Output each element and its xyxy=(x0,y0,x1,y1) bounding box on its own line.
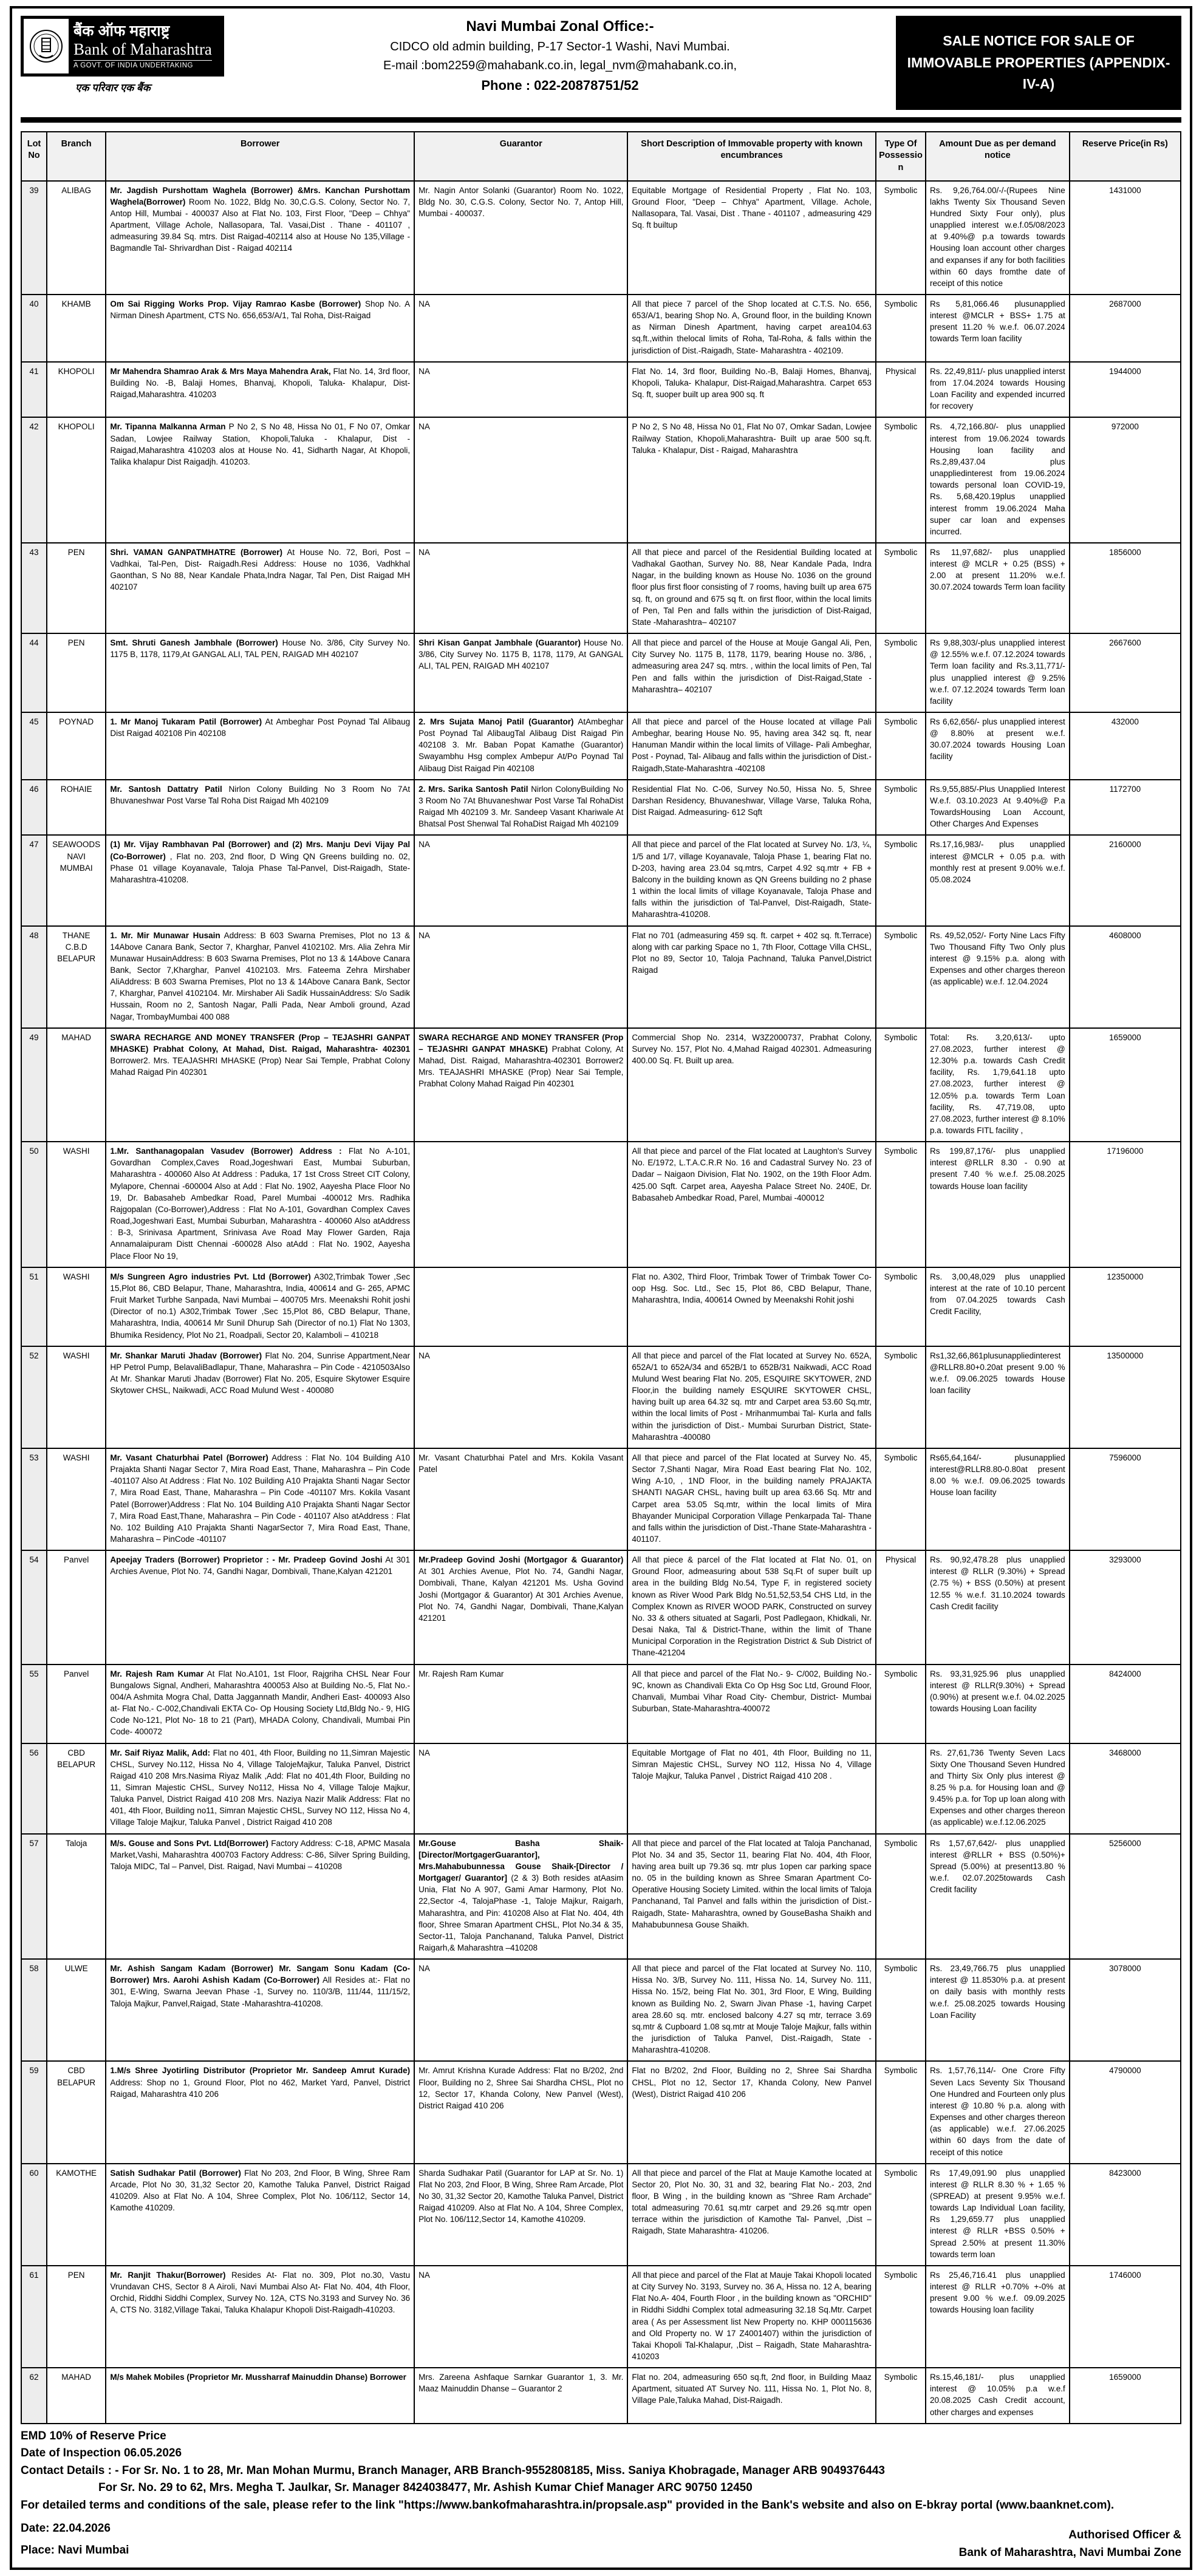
reserve-price-cell: 2687000 xyxy=(1070,295,1181,362)
branch-cell: Panvel xyxy=(47,1665,106,1743)
guarantor-cell xyxy=(414,1267,627,1346)
possession-type-cell: Symbolic xyxy=(876,2266,926,2368)
table-row xyxy=(21,417,1181,543)
property-description-cell: All that piece and parcel of the House located at village Pali Ambeghar, bearing House No. 95, having area 342 sq. ft, near Hanuman Mandir within the local limits of Village- Pali Ambeghar, Post - Poynad, Tal- Alibaug and falls within the jurisdiction of Dist.-Raigadh,State-Maharashtra -402108 xyxy=(627,712,876,780)
lot-number-cell: 54 xyxy=(21,1550,47,1664)
amount-due-cell: Rs. 93,31,925.96 plus unapplied interest @ RLLR(9.30%) + Spread (0.90%) at present w.e.f. 04.02.2025 towards Housing Loan facility xyxy=(926,1665,1070,1743)
reserve-price-cell: 3078000 xyxy=(1070,1959,1181,2061)
amount-due-cell: Rs65,64,164/- plusunapplied interest@RLLR8.80-0.80at present 8.00 % w.e.f. 09.06.2025 towards House loan facility xyxy=(926,1448,1070,1550)
branch-cell: KHOPOLI xyxy=(47,362,106,418)
amount-due-cell: Rs. 23,49,766.75 plus unapplied interest @ 11.8530% p.a. at present on daily basis with monthly rests w.e.f. 25.08.2025 towards Housing Loan Facility xyxy=(926,1959,1070,2061)
amount-due-cell: Rs.17,16,983/- plus unapplied interest @MCLR + 0.05 p.a. with monthly rest at present 9.00% w.e.f. 05.08.2024 xyxy=(926,835,1070,925)
footer-bottom xyxy=(21,2518,1181,2561)
guarantor-cell: Mr. Amrut Krishna Kurade Address: Flat no B/202, 2nd Floor, Building no 2, Shree Sai Shardha CHSL, Plot no 12, Sector 17, Khanda Colony, New Panvel (West), District Raigad 410 206 xyxy=(414,2061,627,2163)
borrower-cell: M/s Sungreen Agro industries Pvt. Ltd (Borrower) A302,Trimbak Tower ,Sec 15,Plot 86, CBD Belapur, Thane, Maharashtra, India, 400614 and G- 265, APMC Fruit Market Turbhe Sanpada, Navi Mumbai – 400705 Mrs. Meenakshi Rohit joshi (Director of no.1) A302,Trimbak Tower ,Sec 15,Plot 86, CBD Belapur, Thane, Maharashtra, India, 400614 Mr Sunil Dhurup Sah (Director of no.1) Flat No 1303, Bhumika Residency, Plot No 21, Roadpali, Sector 20, Kalamboli – 410218 xyxy=(106,1267,414,1346)
property-description-cell: All that piece and parcel of the Flat located at Taloja Panchanad, Plot No. 34 and 35, Sector 11, bearing Flat No. 404, 4th Floor, having area built up 79.36 sq. mtr plus 1open car parking space no. 05 in the building known as Shree Smaran Apartment Co-Operative Housing Society Limited. within the local limits of Taloja Panchanand, Tal Panvel and falls within the jurisdiction of Dist.-Raigadh, State- Maharashtra, owned by GouseBasha Shaikh and Mahabubunnesa Gouse Shaikh. xyxy=(627,1834,876,1960)
borrower-cell: Mr. Tipanna Malkanna Arman P No 2, S No 48, Hissa No 01, F No 07, Omkar Sadan, Lowjee Railway Station, Khopoli,Taluka - Khalapur, Dist - Raigad,Maharashtra 410203 alos at House No. 41, Sidharth Nagar, At Khopoli, Talika khalapur Dist Raigadjh. 410203. xyxy=(106,417,414,543)
possession-type-cell: Symbolic xyxy=(876,926,926,1028)
reserve-price-cell: 8423000 xyxy=(1070,2164,1181,2266)
guarantor-cell: NA xyxy=(414,1743,627,1834)
reserve-price-cell: 1659000 xyxy=(1070,1028,1181,1142)
branch-cell: KHAMB xyxy=(47,295,106,362)
lot-number-cell: 42 xyxy=(21,417,47,543)
guarantor-cell: Mr. Nagin Antor Solanki (Guarantor) Room No. 1022, Bldg No. 30, C.G.S. Colony, Sector No. 7, Antop Hill, Mumbai - 400037. xyxy=(414,181,627,295)
borrower-cell: Apeejay Traders (Borrower) Proprietor : - Mr. Pradeep Govind Joshi At 301 Archies Avenue, Plot No. 74, Gandhi Nagar, Dombivali, Thane,Kalyan 421201 xyxy=(106,1550,414,1664)
date-place-block xyxy=(21,2518,129,2561)
amount-due-cell: Rs 5,81,066.46 plusunapplied interest @MCLR + BSS+ 1.75 at present 11.20 % w.e.f. 06.07.2024 towards Term loan facility xyxy=(926,295,1070,362)
reserve-price-cell: 4790000 xyxy=(1070,2061,1181,2163)
table-row xyxy=(21,633,1181,712)
branch-cell: PEN xyxy=(47,543,106,633)
lot-number-cell: 41 xyxy=(21,362,47,418)
amount-due-cell: Rs 25,46,716.41 plus unapplied interest @ RLLR +0.70% +-0% at present 9.00 % w.e.f. 09.09.2025 towards Housing loan facility xyxy=(926,2266,1070,2368)
reserve-price-cell: 432000 xyxy=(1070,712,1181,780)
table-row xyxy=(21,362,1181,418)
lot-number-cell: 39 xyxy=(21,181,47,295)
branch-cell: POYNAD xyxy=(47,712,106,780)
reserve-price-cell: 972000 xyxy=(1070,417,1181,543)
table-row xyxy=(21,712,1181,780)
notice-date: Date: 22.04.2026 xyxy=(21,2522,111,2535)
lot-number-cell: 50 xyxy=(21,1142,47,1267)
notice-title-line2: IMMOVABLE PROPERTIES (APPENDIX-IV-A) xyxy=(907,54,1170,92)
sale-table xyxy=(21,131,1181,2424)
amount-due-cell: Rs1,32,66,861plusunappliedinterest@RLLR8.80+0.20at present 9.00 % w.e.f. 09.06.2025 towards House loan facility xyxy=(926,1346,1070,1448)
reserve-price-cell: 1746000 xyxy=(1070,2266,1181,2368)
bank-tagline: एक परिवार एक बैंक xyxy=(75,82,151,94)
possession-type-cell: Symbolic xyxy=(876,2368,926,2424)
amount-due-cell: Total: Rs. 3,20,613/- upto 27.08.2023, further interest @ 12.30% p.a. towards Cash Credit facility, Rs. 1,79,641.18 upto 27.08.2023, further interest @ 12.05% p.a. towards Term Loan facility, Rs. 47,719.08, upto 27.08.2023, further interest @ 8.10% p.a. towards FITL facility , xyxy=(926,1028,1070,1142)
office-phone: Phone : 022-20878751/52 xyxy=(481,78,639,93)
borrower-cell: Shri. VAMAN GANPATMHATRE (Borrower) At House No. 72, Bori, Post –Vadhkai, Tal-Pen, Dist- Raigadh.Resi Address: House no 1036, Vadhkhal Gaonthan, S No 88, Near Kandale Phata,Indra Nagar, Tal Pen, Dist Raigad MH 402107 xyxy=(106,543,414,633)
reserve-price-cell: 1659000 xyxy=(1070,2368,1181,2424)
office-info xyxy=(235,16,885,94)
contact-details-line2: For Sr. No. 29 to 62, Mrs. Megha T. Jaulkar, Sr. Manager 8424038477, Mr. Ashish Kumar Chief Manager ARC 90750 12450 xyxy=(98,2481,753,2495)
bank-name-hindi: बैंक ऑफ महाराष्ट्र xyxy=(73,22,170,40)
lot-number-cell: 55 xyxy=(21,1665,47,1743)
branch-cell: Panvel xyxy=(47,1550,106,1664)
borrower-cell: Mr. Ranjit Thakur(Borrower) Resides At- Flat no. 309, Plot no.30, Vastu Vrundavan CHS, Sector 8 A Airoli, Navi Mumbai Also At- Flat No. 404, 4th Floor, Orchid, Riddhi Siddhi Complex, Survey No. 12A, CTS No.3193 and Survey No. 36 A, CTS No. 3182,Village Takai, Taluka Khalapur Khopoli Dist-Raigadh-410203. xyxy=(106,2266,414,2368)
reserve-price-cell: 7596000 xyxy=(1070,1448,1181,1550)
col-header-lot: Lot No xyxy=(21,132,47,181)
property-description-cell: All that piece and parcel of the Flat located at Laughton's Survey No. E/1972, L.T.A.C.R.R No. 16 and Cadastral Survey No. 23 of Dadar – Naigaon Division, Flat No. 1902, on the 19th Floor Adm. 425.00 Sqft. Carpet area, Aayesha Palace Street No. 240E, Dr. Babasaheb Ambedkar Road, Parel, Mumbai -400012 xyxy=(627,1142,876,1267)
table-row xyxy=(21,2368,1181,2424)
lot-number-cell: 44 xyxy=(21,633,47,712)
amount-due-cell: Rs. 22,49,811/- plus unapplied interst from 17.04.2024 towards Housing Loan Facility and expended incurred for recovery xyxy=(926,362,1070,418)
guarantor-cell: NA xyxy=(414,1346,627,1448)
reserve-price-cell: 2667600 xyxy=(1070,633,1181,712)
property-description-cell: Flat No. 14, 3rd floor, Building No.-B, Balaji Homes, Bhanvaj, Khopoli, Taluka- Khalapur, Dist-Raigad,Maharashtra. Carpet 653 Sq. ft, suoper built up area 900 sq. ft xyxy=(627,362,876,418)
property-description-cell: All that piece 7 parcel of the Shop located at C.T.S. No. 656, 653/A/1, bearing Shop No. A, Ground floor, in the building Known as Nirman Dinesh Apartment, having carpet area104.63 sq.ft.,within thelocal limits of Roha, Tal-Roha, & falls within the jurisdiction of Dist.-Raigadh, State- Maharashtra - 402109. xyxy=(627,295,876,362)
branch-cell: WASHI xyxy=(47,1448,106,1550)
sale-notice-page xyxy=(10,6,1192,2570)
property-description-cell: P No 2, S No 48, Hissa No 01, Flat No 07, Omkar Sadan, Lowjee Railway Station, Khopoli,Maharashtra- Built up arae 500 sq.ft. Taluka - Khalapur, Dist - Raigad, Maharashtra xyxy=(627,417,876,543)
amount-due-cell: Rs 17,49,091.90 plus unapplied interest @ RLLR 8.30 % + 1.65 % (SPREAD) at present 9.95% w.e.f. towards Lap Individual Loan facility, Rs 1,29,659.77 plus unapplied interest @ RLLR +BSS 0.50% + Spread 2.50% at present 11.30% towards term loan xyxy=(926,2164,1070,2266)
guarantor-cell: 2. Mrs Sujata Manoj Patil (Guarantor) AtAmbeghar Post Poynad Tal AlibaugTal Alibaug Dist Raigad Pin 402108 3. Mr. Baban Popat Kamathe (Guarantor) Swayambhu Hsg complex Ambepur At/Po Poynad Tal Alibaug Dist Raigad Pin 402108 xyxy=(414,712,627,780)
borrower-cell: Mr. Jagdish Purshottam Waghela (Borrower) &Mrs. Kanchan Purshottam Waghela(Borrower) Room No. 1022, Bldg No. 30,C.G.S. Colony, Sector No. 7, Antop Hill, Mumbai - 400037 Also at Flat No. 103, First Floor, "Deep – Chhya" Apartment, Village Achole, Nallasopara, Tal. Vasai,Dist . Thane - 401107 , admeasuring 39.84 Sq. mtrs. Dist Raigad-402114 also at House No 135,Village - Bagmandle Tal- Shrivardhan Dist - Raigad 402114 xyxy=(106,181,414,295)
guarantor-cell: Mr.Pradeep Govind Joshi (Mortgagor & Guarantor) At 301 Archies Avenue, Plot No. 74, Gandhi Nagar, Dombivali, Thane, Kalyan 421201 Ms. Usha Govind Joshi (Mortgagor & Guarantor) At 301 Archies Avenue, Plot No. 74, Gandhi Nagar, Dombivali, Thane,Kalyan 421201 xyxy=(414,1550,627,1664)
bank-subtitle: A GOVT. OF INDIA UNDERTAKING xyxy=(73,60,212,69)
lot-number-cell: 62 xyxy=(21,2368,47,2424)
branch-cell: MAHAD xyxy=(47,1028,106,1142)
lot-number-cell: 53 xyxy=(21,1448,47,1550)
possession-type-cell xyxy=(876,1743,926,1834)
amount-due-cell: Rs 199,87,176/- plus unapplied interest @RLLR 8.30 - 0.90 at present 7.40 % w.e.f. 25.08.2025 towards House loan facility xyxy=(926,1142,1070,1267)
borrower-cell: Om Sai Rigging Works Prop. Vijay Ramrao Kasbe (Borrower) Shop No. A Nirman Dinesh Apartment, CTS No. 656,653/A/1, Tal Roha, Dist-Raigad xyxy=(106,295,414,362)
property-description-cell: Equitable Mortgage of Flat no 401, 4th Floor, Building no 11, Simran Majestic CHSL, Survey NO 112, Hissa No 4, Village Taloje Majkur, Taluka Panvel , District Raigad 410 208 . xyxy=(627,1743,876,1834)
possession-type-cell: Symbolic xyxy=(876,1665,926,1743)
borrower-cell: Satish Sudhakar Patil (Borrower) Flat No 203, 2nd Floor, B Wing, Shree Ram Arcade, Plot No 30, 31,32 Sector 20, Kamothe Taluka Panvel, District Raigad 410209. Also at Flat No. A 104, Shree Complex, Plot No. 106/112, Sector 14, Kamothe 410209. xyxy=(106,2164,414,2266)
borrower-cell: Mr. Rajesh Ram Kumar At Flat No.A101, 1st Floor, Rajgriha CHSL Near Four Bungalows Signal, Andheri, Maharashtra 400053 Also at Building No.-5, Flat No.- 004/A Ashmita Mogra Chal, Datta Jaggannath Mandir, Andheri East- 400093 Also at- Flat No.- C-002,Chandivali EKTA Co- Op Housing Society Ltd,Bldg No.- 9, HIG Code No-121, Plot No- 18 to 21 (Part), MHADA Colony, Chandivali, Mumbai Pin Code- 400072 xyxy=(106,1665,414,1743)
property-description-cell: All that piece and parcel of the Flat at Mauje Kamothe located at Sector 20, Plot No. 30, 31 and 32, bearing Flat No.- 203, 2nd floor, B Wing , in the building known as "Shree Ram Archade" total admeasuring 70.61 sq.mtr carpet and 29.26 sq.mtr open terrace within the jurisdiction of Kamothe Tal- Panvel, ,Dist – Raigadh, State Maharashtra- 410206. xyxy=(627,2164,876,2266)
col-header-guarantor: Guarantor xyxy=(414,132,627,181)
terms-note: For detailed terms and conditions of the sale, please refer to the link "https://www.bankofmaharashtra.in/propsale.asp" provided in the Bank's website and also on E-bkray portal (www.baanknet.com). xyxy=(21,2498,1115,2512)
col-header-borrower: Borrower xyxy=(106,132,414,181)
notice-place: Place: Navi Mumbai xyxy=(21,2544,129,2557)
property-description-cell: Flat no 701 (admeasuring 459 sq. ft. carpet + 402 sq. ft.Terrace) along with car parking Space no 1, 7th Floor, Cottage Villa CHSL, Plot no 89, Sector 10, Taloja Pachnand, Taluka Panvel,District Raigad xyxy=(627,926,876,1028)
bank-logo-block xyxy=(21,16,224,94)
amount-due-cell: Rs. 9,26,764.00/-/-(Rupees Nine lakhs Twenty Six Thousand Seven Hundred Sixty Four only), plus unapplied interest w.e.f.05/08/2023 at 9.40%@ p.a towards towards Housing loan account other charges and expanses if any for both facilities within 60 days fromthe date of receipt of this notice xyxy=(926,181,1070,295)
bank-emblem-icon xyxy=(24,19,69,73)
lot-number-cell: 59 xyxy=(21,2061,47,2163)
table-row xyxy=(21,2061,1181,2163)
guarantor-cell: Mr. Vasant Chaturbhai Patel and Mrs. Kokila Vasant Patel xyxy=(414,1448,627,1550)
amount-due-cell: Rs.15,46,181/- plus unapplied interest @ 10.05% p.a w.e.f 20.08.2025 Cash Credit account, other charges and expenses xyxy=(926,2368,1070,2424)
amount-due-cell: Rs. 49,52,052/- Forty Nine Lacs Fifty Two Thousand Fifty Two Only plus interest @ 9.15% p.a. along with Expenses and other charges thereon (as applicable) w.e.f. 12.04.2024 xyxy=(926,926,1070,1028)
reserve-price-cell: 1944000 xyxy=(1070,362,1181,418)
amount-due-cell: Rs. 27,61,736 Twenty Seven Lacs Sixty One Thousand Seven Hundred and Thirty Six Only plus interest @ 8.25 % p.a. for Housing loan and @ 9.45% p.a. for Top up loan along with Expenses and other charges thereon (as applicable) w.e.f.12.06.2025 xyxy=(926,1743,1070,1834)
possession-type-cell: Symbolic xyxy=(876,417,926,543)
sale-table-body xyxy=(21,181,1181,2424)
guarantor-cell xyxy=(414,1142,627,1267)
property-description-cell: All that piece and parcel of the Flat located at Survey No. 1/3, ¼, 1/5 and 1/7, village Koyanavale, Taloja Phase 1, bearing Flat no. D-203, having area 23.04 sq.mtrs, Carpet 4.92 sq.mtr + FB + Balcony in the building known as QN Greens building no 2 phase 1 within the local limits of village Koyanavale, Taloja Phase and falls within the jurisdiction of Tal-Panvel, Dist-Raigadh, State- Maharashtra-410208. xyxy=(627,835,876,925)
branch-cell: KHOPOLI xyxy=(47,417,106,543)
property-description-cell: All that piece and parcel of the House at Mouje Gangal Ali, Pen, City Survey No. 1175 B, 1178, 1179, bearing House no. 3/86, , admeasuring area 247 sq. mtrs. , within the local limits of Pen, Tal Pen and falls within the jurisdiction of Dist-Raigad,State -Maharashtra– 402107 xyxy=(627,633,876,712)
possession-type-cell: Symbolic xyxy=(876,1346,926,1448)
guarantor-cell: NA xyxy=(414,926,627,1028)
amount-due-cell: Rs. 4,72,166.80/- plus unapplied interest from 19.06.2024 towards Housing loan facility and Rs.2,89,437.04 plus unappliedinterest from 19.06.2024 towards personal loan COVID-19, Rs. 5,68,420.19plus unapplied interest fromm 19.06.2024 Maha super car loan and expenses incurred. xyxy=(926,417,1070,543)
table-row xyxy=(21,543,1181,633)
table-row xyxy=(21,1028,1181,1142)
possession-type-cell: Symbolic xyxy=(876,543,926,633)
amount-due-cell: Rs. 3,00,48,029 plus unapplied interest at the rate of 10.10 percent from 07.04.2025 towards Cash Credit Facility, xyxy=(926,1267,1070,1346)
guarantor-cell: NA xyxy=(414,2266,627,2368)
branch-cell: SEAWOODS NAVI MUMBAI xyxy=(47,835,106,925)
guarantor-cell: Shri Kisan Ganpat Jambhale (Guarantor) House No. 3/86, City Survey No. 1175 B, 1178, 1179, At GANGAL ALI, TAL PEN, RAIGAD MH 402107 xyxy=(414,633,627,712)
guarantor-cell: NA xyxy=(414,417,627,543)
guarantor-cell: NA xyxy=(414,835,627,925)
col-header-amount: Amount Due as per demand notice xyxy=(926,132,1070,181)
page-header xyxy=(21,16,1181,110)
table-row xyxy=(21,1142,1181,1267)
table-row xyxy=(21,1743,1181,1834)
possession-type-cell: Physical xyxy=(876,1550,926,1664)
possession-type-cell: Symbolic xyxy=(876,2061,926,2163)
reserve-price-cell: 2160000 xyxy=(1070,835,1181,925)
table-row xyxy=(21,1346,1181,1448)
possession-type-cell: Symbolic xyxy=(876,2164,926,2266)
borrower-cell: 1. Mr Manoj Tukaram Patil (Borrower) At Ambeghar Post Poynad Tal Alibaug Dist Raigad 402108 Pin 402108 xyxy=(106,712,414,780)
property-description-cell: Equitable Mortgage of Residential Property , Flat No. 103, Ground Floor, "Deep – Chhya" Apartment, Village. Achole, Nallasopara, Tal. Vasai, Dist . Thane - 401107 , admeasuring 429 Sq. ft builtup xyxy=(627,181,876,295)
possession-type-cell: Symbolic xyxy=(876,1959,926,2061)
possession-type-cell: Symbolic xyxy=(876,835,926,925)
reserve-price-cell: 1856000 xyxy=(1070,543,1181,633)
reserve-price-cell: 8424000 xyxy=(1070,1665,1181,1743)
guarantor-cell: NA xyxy=(414,295,627,362)
bank-logo xyxy=(21,16,224,77)
reserve-price-cell: 12350000 xyxy=(1070,1267,1181,1346)
table-row xyxy=(21,1550,1181,1664)
lot-number-cell: 57 xyxy=(21,1834,47,1960)
notice-title xyxy=(896,16,1181,110)
branch-cell: WASHI xyxy=(47,1346,106,1448)
table-row xyxy=(21,295,1181,362)
branch-cell: KAMOTHE xyxy=(47,2164,106,2266)
amount-due-cell: Rs 6,62,656/- plus unapplied interest @ 8.80% at present w.e.f. 30.07.2024 towards Housing Loan facility xyxy=(926,712,1070,780)
possession-type-cell: Symbolic xyxy=(876,1448,926,1550)
col-header-branch: Branch xyxy=(47,132,106,181)
lot-number-cell: 48 xyxy=(21,926,47,1028)
amount-due-cell: Rs 11,97,682/- plus unapplied interest @ MCLR + 0.25 (BSS) + 2.00 at present 11.20% w.e.f. 30.07.2024 towards Term loan facility xyxy=(926,543,1070,633)
lot-number-cell: 43 xyxy=(21,543,47,633)
property-description-cell: All that piece and parcel of the Flat No.- 9- C/002, Building No.- 9C, known as Chandivali Ekta Co Op Hsg Soc Ltd, Ground Floor, Chanvali, Mumbai Vihar Road City- Chembur, District- Mumbai Suburban, State-Maharashtra-400072 xyxy=(627,1665,876,1743)
bank-name: Bank of Maharashtra xyxy=(73,39,212,58)
borrower-cell: (1) Mr. Vijay Rambhavan Pal (Borrower) and (2) Mrs. Manju Devi Vijay Pal (Co-Borrower) , Flat no. 203, 2nd floor, D Wing QN Greens building no. 02, Phase 01 village Koyanavale, Taloja Phase Tal-Panvel, Dist-Raigadh, State- Maharashtra-410208. xyxy=(106,835,414,925)
possession-type-cell: Symbolic xyxy=(876,633,926,712)
lot-number-cell: 45 xyxy=(21,712,47,780)
branch-cell: WASHI xyxy=(47,1142,106,1267)
table-row xyxy=(21,181,1181,295)
signature-block xyxy=(959,2527,1181,2561)
lot-number-cell: 51 xyxy=(21,1267,47,1346)
table-row xyxy=(21,1267,1181,1346)
emd-note: EMD 10% of Reserve Price xyxy=(21,2429,166,2442)
possession-type-cell: Symbolic xyxy=(876,1834,926,1960)
possession-type-cell: Symbolic xyxy=(876,181,926,295)
borrower-cell: Mr. Saif Riyaz Malik, Add: Flat no 401, 4th Floor, Building no 11,Simran Majestic CHSL, Survey No.112, Hissa No 4, Village TalojeMajkur, Taluka Panvel, District Raigad 410 208 Mrs.Nasima Riyaz Malik ,Add: Flat no 401,4th Floor, Building no 11, Simran Majestic CHSL, Survey No112, Hissa No 4, Village Taloje Majkur, Taluka Panvel, District Raigad 410 208 Mrs. Naziya Nazir Malik Address: Flat no 401, 4th Floor, Building no11, Simran Majestic CHSL, Survey NO 112, Hissa No 4, Village Taloje Majkur, Taluka Panvel , District Raigad 410 208 xyxy=(106,1743,414,1834)
signature-line1: Authorised Officer & xyxy=(1068,2529,1181,2542)
possession-type-cell: Symbolic xyxy=(876,295,926,362)
possession-type-cell: Symbolic xyxy=(876,1142,926,1267)
branch-cell: PEN xyxy=(47,2266,106,2368)
property-description-cell: Residential Flat No. C-06, Survey No.50, Hissa No. 5, Shree Darshan Residency, Bhuvaneshwar, Village Varse, Taluka Roha, Dist Raigad. Admeasuring- 612 Sqft xyxy=(627,780,876,836)
lot-number-cell: 56 xyxy=(21,1743,47,1834)
property-description-cell: Flat no. 204, admeasuring 650 sq.ft, 2nd floor, in Building Maaz Apartment, situated AT Survey No. 111, Hissa No. 1, Plot No. 8, Village Pale,Taluka Mahad, Dist-Raigadh. xyxy=(627,2368,876,2424)
property-description-cell: All that piece and parcel of the Flat at Mauje Takai Khopoli located at City Survey No. 3193, Survey no. 36 A, Hissa no. 12 A, bearing Flat No.A- 404, Fourth Floor , in the building known as "ORCHID" in Riddhi Siddhi Complex total admeasuring 32.18 Sq.Mtr. Carpet area ( As per Assessment list New Property no. KHP 000115636 and Old Property no. W 17 Z4001407) within the jurisdiction of Takai Khopoli Tal-Khalapur, ,Dist – Raigadh, State Maharashtra- 410203 xyxy=(627,2266,876,2368)
amount-due-cell: Rs.9,55,885/-Plus Unapplied Interest W.e.f. 03.10.2023 At 9.40%@ P.a TowardsHousing Loan Account, Other Charges And Expenses xyxy=(926,780,1070,836)
branch-cell: PEN xyxy=(47,633,106,712)
property-description-cell: Commercial Shop No. 2314, W3Z2000737, Prabhat Colony, Survey No. 157, Plot No. 4,Mahad Raigad 402301. Admeasuring 400.00 Sq. Ft. Built up area. xyxy=(627,1028,876,1142)
col-header-possession: Type Of Possession xyxy=(876,132,926,181)
table-row xyxy=(21,1448,1181,1550)
table-header-row xyxy=(21,132,1181,181)
amount-due-cell: Rs 1,57,67,642/- plus unapplied interest @RLLR + BSS (0.50%)+ Spread (5.00%) at present13.80 % w.e.f. 02.07.2025towards Cash Credit facility xyxy=(926,1834,1070,1960)
borrower-cell: 1.M/s Shree Jyotirling Distributor (Proprietor Mr. Sandeep Amrut Kurade) Address: Shop no 1, Ground Floor, Plot no 462, Market Yard, Panvel, District Raigad, Maharashtra 410 206 xyxy=(106,2061,414,2163)
guarantor-cell: SWARA RECHARGE AND MONEY TRANSFER (Prop – TEJASHRI GANPAT MHASKE) Prabhat Colony, At Mahad, Dist. Raigad, Maharashtra-402301 Borrower2 Mrs. TEAJASHRI MHASKE (Prop) Near Sai Temple, Prabhat Colony Mahad Raigad Pin 402301 xyxy=(414,1028,627,1142)
reserve-price-cell: 4608000 xyxy=(1070,926,1181,1028)
branch-cell: THANE C.B.D BELAPUR xyxy=(47,926,106,1028)
lot-number-cell: 46 xyxy=(21,780,47,836)
amount-due-cell: Rs 9,88,303/-plus unapplied interest @ 12.55% w.e.f. 07.12.2024 towards Term loan facility and Rs.3,11,771/- plus unapplied interest @ 9.25% w.e.f. 07.12.2024 towards Term loan facility xyxy=(926,633,1070,712)
borrower-cell: 1.Mr. Santhanagopalan Vasudev (Borrower) Address : Flat No A-101, Govardhan Complex,Caves Road,Jogeshwari East, Mumbai Suburban, Maharashtra - 400060 Also At Address : Paduka, 17 1st Cross Street CIT Colony, Mylapore, Chennai -600004 Also at Add : Flat No. 1902, Aayesha Place Floor No 19, Dr. Babasaheb Ambedkar Road, Parel Mumbai -400012 Mrs. Radhika Rajgopalan (Co-Borrower),Address : Flat No A-101, Govardhan Complex Caves Road,Jogeshwari East, Mumbai Suburban, Maharashtra - 400060 Also atAddress : B-3, Srinivasa Apartment, Srinivasa Ave Road May Flower Garden, Raja Annamalaipuram Distt Chennai -600028 Also atAdd : Flat No. 1902, Aayesha Place Floor No 19, xyxy=(106,1142,414,1267)
lot-number-cell: 52 xyxy=(21,1346,47,1448)
reserve-price-cell: 17196000 xyxy=(1070,1142,1181,1267)
borrower-cell: M/s Mahek Mobiles (Proprietor Mr. Mussharraf Mainuddin Dhanse) Borrower xyxy=(106,2368,414,2424)
inspection-date: Date of Inspection 06.05.2026 xyxy=(21,2447,182,2460)
reserve-price-cell: 13500000 xyxy=(1070,1346,1181,1448)
reserve-price-cell: 1431000 xyxy=(1070,181,1181,295)
property-description-cell: Flat no B/202, 2nd Floor, Building no 2, Shree Sai Shardha CHSL, Plot no 12, Sector 17, Khanda Colony, New Panvel (West), District Raigad 410 206 xyxy=(627,2061,876,2163)
reserve-price-cell: 3293000 xyxy=(1070,1550,1181,1664)
guarantor-cell: Mrs. Zareena Ashfaque Sarnkar Guarantor 1, 3. Mr. Maaz Mainuddin Dhanse – Guarantor 2 xyxy=(414,2368,627,2424)
lot-number-cell: 61 xyxy=(21,2266,47,2368)
guarantor-cell: Sharda Sudhakar Patil (Guarantor for LAP at Sr. No. 1) Flat No 203, 2nd Floor, B Wing, Shree Ram Arcade, Plot No 30, 31,32 Sector 20, Kamothe Taluka Panvel, District Raigad 410209. Also at Flat No. A 104, Shree Complex, Plot No. 106/112,Sector 14, Kamothe 410209. xyxy=(414,2164,627,2266)
page-footer xyxy=(21,2428,1181,2562)
header-divider xyxy=(21,117,1181,123)
table-row xyxy=(21,2266,1181,2368)
reserve-price-cell: 5256000 xyxy=(1070,1834,1181,1960)
possession-type-cell: Symbolic xyxy=(876,712,926,780)
office-title: Navi Mumbai Zonal Office:- xyxy=(466,18,654,35)
branch-cell: ALIBAG xyxy=(47,181,106,295)
borrower-cell: 1. Mr. Mir Munawar Husain Address: B 603 Swarna Premises, Plot no 13 & 14Above Canara Bank, Sector 7, Kharghar, Panvel 4102102. Mrs. Alia Zehra Mir Munawar HusainAddress: B 603 Swarna Premises, Plot no 13 & 14Above Canara Bank, Sector 7,Kharghar, Panvel 4102103. Mrs. Fateema Zehra Mirshaber AliAddress: B 603 Swarna Premises, Plot no 13 & 14Above Canara Bank, Sector 7, Kharghar, Panvel 4102104. Mr. Mirshaber Ali Sadik HussainAddress: S/o Sadik Hussain, Room no 2, Santosh Nagar, Palli Pada, Near Amboli ground, Azad Nagar, TrombayMumbai 400 088 xyxy=(106,926,414,1028)
lot-number-cell: 47 xyxy=(21,835,47,925)
lot-number-cell: 60 xyxy=(21,2164,47,2266)
borrower-cell: Mr Mahendra Shamrao Arak & Mrs Maya Mahendra Arak, Flat No. 14, 3rd floor, Building No. -B, Balaji Homes, Bhanvaj, Khopoli, Taluka- Khalapur, Dist-Raigad,Maharashtra. 410203 xyxy=(106,362,414,418)
possession-type-cell: Symbolic xyxy=(876,1028,926,1142)
table-row xyxy=(21,835,1181,925)
borrower-cell: M/s. Gouse and Sons Pvt. Ltd(Borrower) Factory Address: C-18, APMC Masala Market,Vashi, Maharashtra 400703 Factory Address: C-86, Silver Spring Building, Taloja MIDC, Tal – Panvel, Dist. Raigad, Navi Mumbai – 410208 xyxy=(106,1834,414,1960)
possession-type-cell: Symbolic xyxy=(876,1267,926,1346)
reserve-price-cell: 3468000 xyxy=(1070,1743,1181,1834)
branch-cell: ROHAIE xyxy=(47,780,106,836)
possession-type-cell: Physical xyxy=(876,362,926,418)
property-description-cell: All that piece and parcel of the Flat located at Survey No. 45, Sector 7,Shanti Nagar, Mira Road East bearing Flat No. 102, Wing A-10, , 1ND Floor, in the building namely PRAJAKTA SHANTI NAGAR CHSL, having built up area 63.66 Sq. Mtr and Carpet area 53.05 Sq.mtr, within the local limits of Mira Bhayander Municipal Corporation Village Penkarpada Tal- Thane and falls within the jurisdiction of Dist.-Thane State-Maharashtra - 401107. xyxy=(627,1448,876,1550)
borrower-cell: Mr. Shankar Maruti Jhadav (Borrower) Flat No. 204, Sunrise Appartment,Near HP Petrol Pump, BelavaliBadlapur, Thane, Maharashra – Pin Code - 4210503Also At Mr. Shankar Maruti Jhadav (Borrower) Flat No. 205, Esquire Skytower Esquire Skytower CHSL, Naikwadi, ACC Road Mulund West - 400080 xyxy=(106,1346,414,1448)
notice-title-line1: SALE NOTICE FOR SALE OF xyxy=(943,33,1135,49)
table-row xyxy=(21,1665,1181,1743)
branch-cell: Taloja xyxy=(47,1834,106,1960)
col-header-reserve: Reserve Price(in Rs) xyxy=(1070,132,1181,181)
branch-cell: ULWE xyxy=(47,1959,106,2061)
reserve-price-cell: 1172700 xyxy=(1070,780,1181,836)
table-row xyxy=(21,2164,1181,2266)
lot-number-cell: 40 xyxy=(21,295,47,362)
branch-cell: MAHAD xyxy=(47,2368,106,2424)
possession-type-cell: Symbolic xyxy=(876,780,926,836)
table-row xyxy=(21,1959,1181,2061)
branch-cell: CBD BELAPUR xyxy=(47,1743,106,1834)
col-header-description: Short Description of Immovable property with known encumbrances xyxy=(627,132,876,181)
borrower-cell: Smt. Shruti Ganesh Jambhale (Borrower) House No. 3/86, City Survey No. 1175 B, 1178, 1179,At GANGAL ALI, TAL PEN, RAIGAD MH 402107 xyxy=(106,633,414,712)
property-description-cell: All that piece and parcel of the Flat located at Survey No. 110, Hissa No. 3/B, Survey No. 111, Hissa No. 14, Survey No. 111, Hissa No. 15/2, being Flat No. 301, 3rd Floor, E Wing, Building known as Building No. 2, Swarn Jivan Phase -1, having Carpet area 28.60 sq. mtr. enclosed balcony 4.27 sq mtr, terrace 3.69 sq.mtr & Cupboard 1.08 sq.mtr at Mouje Taloje Majkur, falls within the jurisdiction of Taluka Panvel, Dist.-Raigadh, State -Maharashtra-410208. xyxy=(627,1959,876,2061)
amount-due-cell: Rs. 90,92,478.28 plus unapplied interest @ RLLR (9.30%) + Spread (2.75 %) + BSS (0.50%) at present 12.55 % w.e.f. 31.10.2024 towards Cash Credit facility xyxy=(926,1550,1070,1664)
lot-number-cell: 58 xyxy=(21,1959,47,2061)
bank-logo-text xyxy=(73,23,212,69)
property-description-cell: All that piece and parcel of the Flat located at Survey No. 652A, 652A/1 to 652A/34 and 652B/1 to 652B/31 Naikwadi, ACC Road Mulund West bearing Flat No. 205, ESQUIRE SKYTOWER, 2ND Floor,in the building namely ESQUIRE SKYTOWER CHSL, having built up area 64.32 sq. mtr and Carpet area 53.60 Sq.mtr, within the local limits of Post - Mrihanmumbai Tal- Kurla and falls within the jurisdiction of Dist.- Mumbai Sururban District, State-Maharashtra -400080 xyxy=(627,1346,876,1448)
property-description-cell: All that piece & parcel of the Flat located at Flat No. 01, on Ground Floor, admeasuring about 538 Sq.Ft of super built up area in the building Bldg No.54, Type F, in registered society known as River Wood Park Bldg No.51,52,53,54 CHS Ltd, in the Complex Known as RIVER WOOD PARK, Constructed on survey No. 33 & others situated at Sagarli, Post Padlegaon, Khidkali, Nr. Desai Naka, Tal & District-Thane, within the limit of Thane Municipal Corporation in the Registration District & Sub District of Thane-421204 xyxy=(627,1550,876,1664)
signature-line2: Bank of Maharashtra, Navi Mumbai Zone xyxy=(958,2546,1181,2559)
property-description-cell: Flat no. A302, Third Floor, Trimbak Tower of Trimbak Tower Co-oop Hsg. Soc. Ltd., Sec 15, Plot 86, CBD Belapur, Thane, Maharashtra, India, 400614 Owned by Meenakshi Rohit joshi xyxy=(627,1267,876,1346)
contact-details-line1: Contact Details : - For Sr. No. 1 to 28, Mr. Man Mohan Murmu, Branch Manager, ARB Branch-9552808185, Miss. Saniya Khobragade, Manager ARB 9049376443 xyxy=(21,2464,885,2477)
branch-cell: CBD BELAPUR xyxy=(47,2061,106,2163)
property-description-cell: All that piece and parcel of the Residential Building located at Vadhakal Gaothan, Survey No. 88, Near Kandale Pada, Indra Nagar, in the building known as House No. 1036 on the ground floor plus first floor consisting of 7 rooms, having built up area 675 sq. ft, on ground and 675 sq ft. on first floor, within the local limits of Pen, Tal Pen and falls within the jurisdiction of Dist-Raigad, State -Maharashtra– 402107 xyxy=(627,543,876,633)
guarantor-cell: Mr.Gouse Basha Shaik-[Director/MortgagerGuarantor], Mrs.Mahabubunnessa Gouse Shaik-[Director / Mortgager/ Guarantor] (2 & 3) Both resides atAasim Unia, Flat No A 907, Gami Amar Harmony, Plot No. 22,Sector -4, TalojaPhase -1, Taloje Majkur, Raigarh, Maharashtra, and Pin: 410208 Also at Flat No. 404, 4th floor, Shree Smaran Apartment CHSL, Plot No.34 & 35, Sector-11, Taloja Panchanand, Taluka Panvel, District Raigarh,& Maharashtra –410208 xyxy=(414,1834,627,1960)
amount-due-cell: Rs. 1,57,76,114/- One Crore Fifty Seven Lacs Seventy Six Thousand One Hundred and Fourteen only plus interest @ 10.80 % p.a. along with Expenses and other charges thereon (as applicable) w.e.f. 27.06.2025 within 60 days from the date of receipt of this notice xyxy=(926,2061,1070,2163)
office-email: E-mail :bom2259@mahabank.co.in, legal_nvm@mahabank.co.in, xyxy=(383,59,737,72)
lot-number-cell: 49 xyxy=(21,1028,47,1142)
borrower-cell: SWARA RECHARGE AND MONEY TRANSFER (Prop – TEJASHRI GANPAT MHASKE) Prabhat Colony, At Mahad, Dist. Raigad, Maharashtra- 402301 Borrower2. Mrs. TEAJASHRI MHASKE (Prop) Near Sai Temple, Prabhat Colony Mahad Raigad Pin 402301 xyxy=(106,1028,414,1142)
borrower-cell: Mr. Santosh Dattatry Patil Nirlon Colony Building No 3 Room No 7At Bhuvaneshwar Post Varse Tal Roha Dist Raigad Mh 402109 xyxy=(106,780,414,836)
guarantor-cell: NA xyxy=(414,362,627,418)
table-row xyxy=(21,926,1181,1028)
table-row xyxy=(21,1834,1181,1960)
borrower-cell: Mr. Ashish Sangam Kadam (Borrower) Mr. Sangam Sonu Kadam (Co-Borrower) Mrs. Aarohi Ashish Kadam (Co-Borrower) All Resides at:- Flat no 301, E-Wing, Swarna Jeevan Phase -1, Survey no. 110/3/B, 111/44, 111/15/2, Taloja Majkur, Panvel,Raigad, State -Maharashtra-410208. xyxy=(106,1959,414,2061)
guarantor-cell: NA xyxy=(414,543,627,633)
guarantor-cell: Mr. Rajesh Ram Kumar xyxy=(414,1665,627,1743)
borrower-cell: Mr. Vasant Chaturbhai Patel (Borrower) Address : Flat No. 104 Building A10 Prajakta Shanti Nagar Sector 7, Mira Road East, Thane, Maharashra – Pin Code -401107 Also At Address : Flat No. 102 Building A10 Prajakta Shanti Nagar Sector 7, Mira Road East, Thane, Maharashra – Pin Code -401107 Mrs. Kokila Vasant Patel (Borrower)Address : Flat No. 104 Building A10 Prajakta Shanti Nagar Sector 7, Mira Road East,Thane, Maharashra – Pin Code - 401107 Also atAddress : Flat No. 102 Building A10 Prajakta Shanti NagarSector 7, Mira Road East, Thane, Maharashra – PinCode -401107 xyxy=(106,1448,414,1550)
table-row xyxy=(21,780,1181,836)
guarantor-cell: NA xyxy=(414,1959,627,2061)
guarantor-cell: 2. Mrs. Sarika Santosh Patil Nirlon ColonyBuilding No 3 Room No 7At Bhuvaneshwar Post Varse Tal RohaDist Raigad Mh 402109 3. Mr. Sandeep Vasant Khariwale At Bhatsal Post Shenwal Tal RohaDist Raigad Mh 402109 xyxy=(414,780,627,836)
branch-cell: WASHI xyxy=(47,1267,106,1346)
office-address: CIDCO old admin building, P-17 Sector-1 Washi, Navi Mumbai. xyxy=(390,40,730,53)
